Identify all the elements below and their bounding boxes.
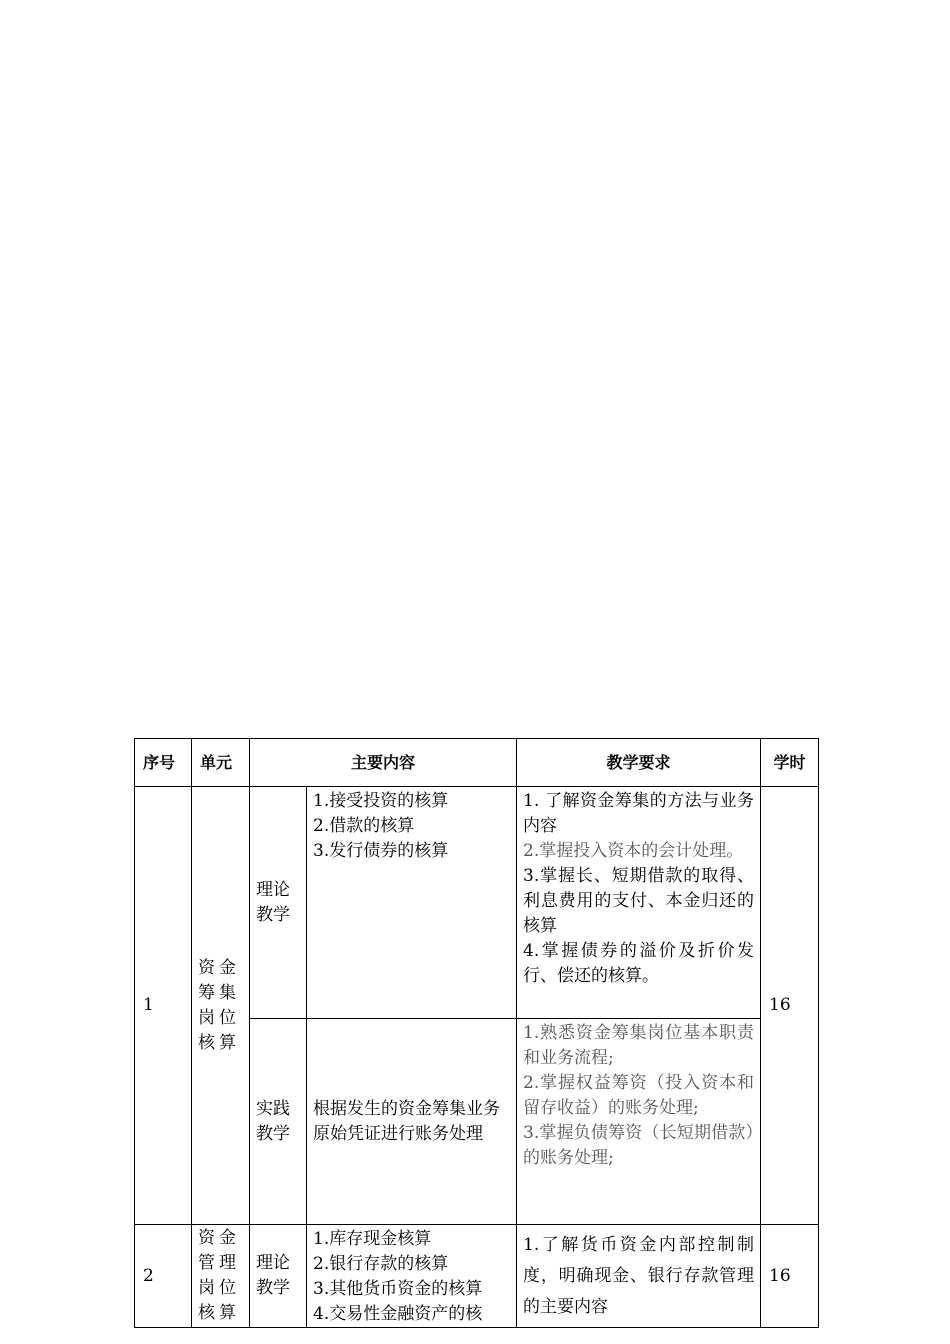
requirement-list (517, 787, 761, 1019)
requirement-list (517, 1225, 761, 1328)
list-item: 2.掌握投入资本的会计处理。 (523, 841, 744, 861)
header-row (135, 739, 819, 787)
hours: 16 (761, 1225, 819, 1328)
header-hours: 学时 (761, 739, 819, 787)
hours: 16 (761, 787, 819, 1225)
list-item: 1.了解货币资金内部控制制度，明确现金、银行存款管理的主要内容 (523, 1234, 755, 1317)
unit-name: 资金筹集岗位核算 (192, 787, 250, 1225)
teaching-type: 理论教学 (250, 1225, 307, 1328)
curriculum-table (134, 738, 819, 1328)
content-list (307, 1225, 517, 1328)
list-item: 3.掌握负债筹资（长短期借款）的账务处理; (523, 1123, 755, 1168)
header-requirement: 教学要求 (517, 739, 761, 787)
requirement-list (517, 1019, 761, 1225)
table-row (135, 1225, 819, 1328)
list-item: 2.掌握权益筹资（投入资本和留存收益）的账务处理; (523, 1073, 755, 1118)
content-list (307, 787, 517, 1019)
teaching-type: 理论教学 (250, 787, 307, 1019)
list-item: 2.借款的核算 (313, 816, 415, 836)
content-text: 根据发生的资金筹集业务原始凭证进行账务处理 (307, 1019, 517, 1225)
list-item: 1.库存现金核算 (313, 1229, 432, 1249)
header-no: 序号 (135, 739, 192, 787)
unit-name: 资金管理岗位核算 (192, 1225, 250, 1328)
list-item: 3.发行债券的核算 (313, 841, 449, 861)
row-number: 1 (135, 787, 192, 1225)
list-item: 1.接受投资的核算 (313, 791, 449, 811)
list-item: 2.银行存款的核算 (313, 1254, 449, 1274)
list-item: 4.掌握债券的溢价及折价发行、偿还的核算。 (523, 941, 755, 986)
list-item: 4.交易性金融资产的核 (313, 1304, 483, 1324)
header-content: 主要内容 (250, 739, 517, 787)
teaching-type: 实践教学 (250, 1019, 307, 1225)
list-item: 3.其他货币资金的核算 (313, 1279, 483, 1299)
header-unit: 单元 (192, 739, 250, 787)
row-number: 2 (135, 1225, 192, 1328)
list-item: 1. 了解资金筹集的方法与业务内容 (523, 791, 755, 836)
list-item: 3.掌握长、短期借款的取得、利息费用的支付、本金归还的核算 (523, 866, 755, 936)
table-row (135, 787, 819, 1019)
list-item: 1.熟悉资金筹集岗位基本职责和业务流程; (523, 1023, 755, 1068)
